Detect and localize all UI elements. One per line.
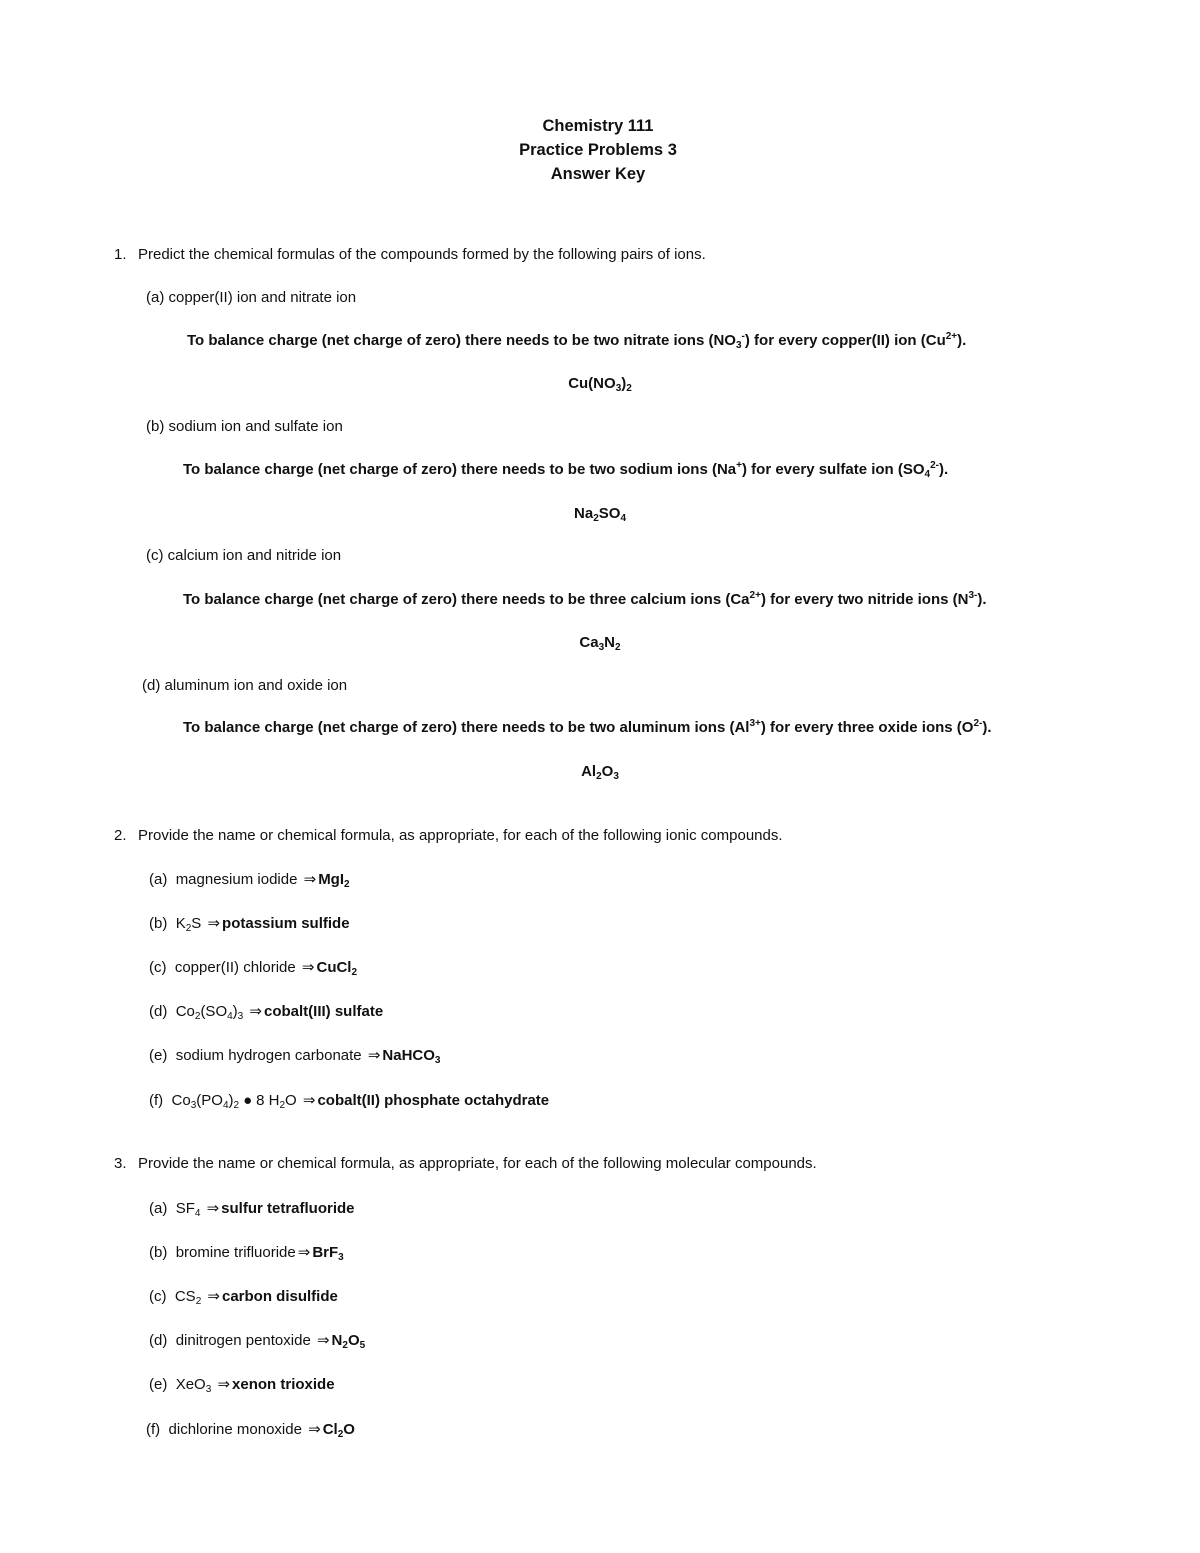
q1c-label: (c) calcium ion and nitride ion <box>146 547 342 564</box>
q1d-explanation: To balance charge (net charge of zero) there needs to be two aluminum ions $(Al^{3+})$ for every three oxide ions $(O^{2-})$. <box>183 718 992 736</box>
q2-number: 2. <box>114 827 127 844</box>
q1-number: 1. <box>114 246 127 263</box>
q3-prompt: Provide the name or chemical formula, as appropriate, for each of the following molecular compounds. <box>138 1155 817 1172</box>
q2f-item: (f) $Co_3(PO_4)_2$ ● 8 $H_2O$ ⇒ cobalt(II) phosphate octahydrate <box>149 1092 550 1111</box>
q3b-item: (b) bromine trifluoride ⇒ BrF$_3$ <box>149 1244 344 1263</box>
q1a-explanation: To balance charge (net charge of zero) there needs to be two nitrate ions $(NO_3^-)$ for every copper(II) ion $(Cu^{2+})$. <box>187 331 967 351</box>
q1c-answer: $Ca_3N_2$ <box>579 634 621 653</box>
q3a-item: (a) $SF_4$ ⇒ sulfur tetrafluoride <box>149 1200 355 1219</box>
q3e-item: (e) XeO$_3$ ⇒ xenon trioxide <box>149 1376 335 1395</box>
q1d-label: (d) aluminum ion and oxide ion <box>142 677 348 694</box>
doc-title-key: Answer Key <box>550 165 646 183</box>
q2e-item: (e) sodium hydrogen carbonate ⇒ NaHCO$_3$ <box>149 1047 441 1066</box>
q3-number: 3. <box>114 1155 127 1172</box>
q2d-item: (d) $Co_2(SO_4)_3$ ⇒ cobalt(III) sulfate <box>149 1003 384 1022</box>
q3c-item: (c) $CS_2$ ⇒ carbon disulfide <box>149 1288 338 1307</box>
q1b-explanation: To balance charge (net charge of zero) there needs to be two sodium ions (Na+) for every sulfate ion $(SO_4^{2-})$. <box>183 460 949 480</box>
q1a-label: (a) copper(II) ion and nitrate ion <box>146 289 357 306</box>
q2a-item: (a) magnesium iodide ⇒ MgI$_2$ <box>149 871 350 890</box>
doc-title-set: Practice Problems 3 <box>519 141 677 159</box>
q1b-answer: $Na_2SO_4$ <box>574 505 626 524</box>
q1-prompt: Predict the chemical formulas of the compounds formed by the following pairs of ions. <box>138 246 706 263</box>
q1b-label: (b) sodium ion and sulfate ion <box>146 418 343 435</box>
q1d-answer: $Al_2O_3$ <box>581 763 619 782</box>
q1a-answer: $Cu(NO_3)_2$ <box>568 375 632 394</box>
doc-title-course: Chemistry 111 <box>542 117 654 135</box>
q3d-item: (d) dinitrogen pentoxide ⇒ $N_2O_5$ <box>149 1332 366 1351</box>
q3f-item: (f) dichlorine monoxide ⇒ $Cl_2O$ <box>146 1421 355 1440</box>
q1c-explanation: To balance charge (net charge of zero) there needs to be three calcium ions $(Ca^{2+})$ for every two nitride ions $(N^{3-})$. <box>183 590 987 608</box>
q2c-item: (c) copper(II) chloride ⇒ CuCl$_2$ <box>149 959 358 978</box>
q2-prompt: Provide the name or chemical formula, as appropriate, for each of the following ionic compounds. <box>138 827 783 844</box>
q2b-item: (b) $K_2S$ ⇒ potassium sulfide <box>149 915 350 934</box>
bullet-dot-icon: ● <box>243 1092 253 1109</box>
